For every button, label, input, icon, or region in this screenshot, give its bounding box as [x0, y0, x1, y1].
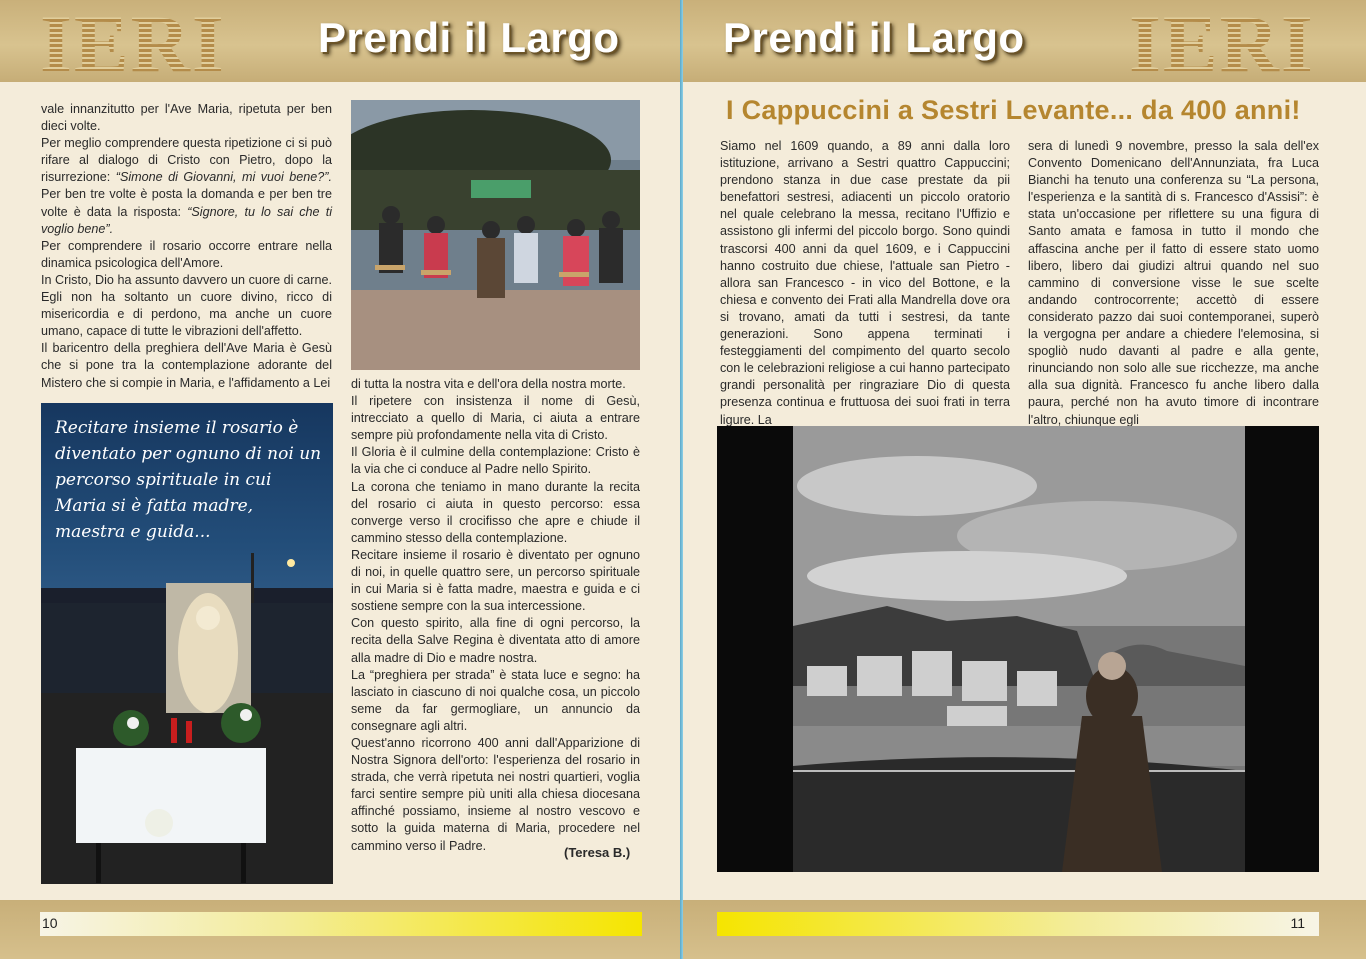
left-column-2: [351, 376, 640, 855]
paragraph: di tutta la nostra vita e dell'ora della nostra morte.: [351, 377, 626, 391]
right-column-2: [1028, 138, 1319, 429]
sestri-levante-photo: [717, 426, 1319, 872]
quote-text: Recitare insieme il rosario è diventato per ognuno di noi un percorso spirituale in cui Maria si è fatta madre, maestra e guida...: [55, 418, 322, 542]
paragraph: Con questo spirito, alla fine di ogni percorso, la recita della Salve Regina è diventata atto di amore alla madre di Dio e madre nostra.: [351, 616, 640, 665]
paragraph: sera di lunedì 9 novembre, presso la sala dell'ex Convento Domenicano dell'Annunziata, fra Luca Bianchi ha tenuto una conferenza su “La persona, l'esperienza e la santità di s. Francesco d'Assisi”: è stata un'occasione per riflettere su una figura di Santo amata e famosa in tutto il mondo che affascina anche per il fatto di essere stato uomo libero, libero dai giudizi altrui quando nel suo cammino di conversione visse le sue scelte andando controcorrente; accettò di essere considerato pazzo dai suoi contemporanei, superò la vergogna per andare a chiedere l'elemosina, si spogliò nudo davanti al padre e alla gente, rinunciando non solo alle sue ricchezze, ma anche alla sua dignità. Francesco fu anche libero dalla paura, perché non ha avuto timore di incontrare l'altro, chiunque egli: [1028, 139, 1319, 427]
rosary-gathering-photo: [351, 100, 640, 370]
article-title: I Cappuccini a Sestri Levante... da 400 anni!: [726, 95, 1301, 125]
paragraph: Il ripetere con insistenza il nome di Gesù, intrecciato a quello di Maria, ci aiuta a entrare sempre più profondamente nella vita di Cristo.: [351, 394, 640, 443]
left-column-1: [41, 101, 332, 392]
paragraph: Per meglio comprendere questa ripetizione ci si può rifare al dialogo di Cristo con Pietro, dopo la risurrezione: “Simone di Giovanni, mi vuoi bene?”. Per ben tre volte è posta la domanda e per ben tre volte è data la risposta: “Signore, tu lo sai che ti voglio bene”.: [41, 136, 333, 236]
crowd-photo-illustration: [351, 100, 640, 370]
paragraph: Recitare insieme il rosario è diventato per ognuno di noi, in quelle quattro sere, un percorso spirituale in cui Maria si è fatta madre, maestra e guida e ci sostiene sempre con la sua intercessione.: [351, 547, 640, 614]
paragraph: Siamo nel 1609 quando, a 89 anni dalla loro istituzione, arrivano a Sestri quattro Cappuccini; prendono stanza in due case prestate da pii benefattori sestresi, adiacenti un piccolo oratorio nel quale celebrano la messa, recitano l'Uffizio e assistono gli infermi del piccolo borgo. Sono quindi trascorsi 400 anni da quel 1609, e i Cappuccini hanno costruito due chiese, l'attuale san Pietro - allora san Francesco - in vico del Bottone, e la chiesa e convento dei Frati alla Mandrella dove ora si trovano, amati da tutti i sestresi, da tante generazioni. Sono appena terminati i festeggiamenti del compimento del quarto secolo con le celebrazioni religiose a cui hanno partecipato grandi personalità per ringraziare Dio di questa presenza continua e fruttuosa dei suoi frati in terra ligure. La: [720, 139, 1010, 427]
paragraph: La “preghiera per strada” è stata luce e segno: ha lasciato in ciascuno di noi qualche cosa, un piccolo seme da far germogliare, un annuncio da consegnare agli altri.: [351, 667, 640, 733]
ieri-logo: IERI: [1129, 0, 1315, 89]
paragraph: vale innanzitutto per l'Ave Maria, ripetuta per ben dieci volte.: [41, 102, 332, 134]
right-page: [683, 0, 1366, 959]
quote: “Simone di Giovanni, mi vuoi bene?”.: [115, 170, 333, 185]
paragraph: Il Gloria è il culmine della contemplazione: Cristo è la via che ci conduce al Padre nello Spirito.: [351, 445, 640, 477]
paragraph: Per comprendere il rosario occorre entrare nella dinamica psicologica dell'Amore.: [41, 238, 332, 270]
page-number-bar: [40, 912, 642, 936]
page-number-bar: [717, 912, 1319, 936]
paragraph: Il baricentro della preghiera dell'Ave Maria è Gesù che si pone tra la contemplazione adorante del Mistero che si compie in Maria, e l'affidamento a Lei: [41, 341, 332, 390]
paragraph: In Cristo, Dio ha assunto davvero un cuore di carne. Egli non ha soltanto un cuore divino, ricco di misericordia e di perdono, ma anche un cuore umano, capace di tutte le vibrazioni dell'affetto.: [41, 272, 332, 339]
page-number: 10: [42, 915, 58, 931]
section-title: Prendi il Largo: [723, 14, 1025, 61]
paragraph: Quest'anno ricorrono 400 anni dall'Apparizione di Nostra Signora dell'orto: l'esperienza del rosario in strada, che verrà ripetuta nei nostri quartieri, voglia farci sentire sempre più uniti alla chiesa diocesana affinché possiamo, insieme al nostro vescovo e sotto la guida materna di Maria, procedere nel cammino verso il Padre.: [351, 735, 640, 853]
right-column-1: [720, 138, 1010, 429]
section-title: Prendi il Largo: [318, 14, 620, 61]
bay-and-friar-illustration: [717, 426, 1319, 872]
quote: “Signore, tu lo sai che ti voglio bene”.: [41, 204, 332, 236]
ieri-logo: IERI: [40, 0, 226, 89]
rosary-statue-photo: [41, 403, 333, 884]
paragraph: La corona che teniamo in mano durante la recita del rosario ci aiuta in questo percorso: essa converge verso il crocifisso che apre e chiude il cammino stesso della contemplazione.: [351, 479, 640, 545]
page-number: 11: [1290, 915, 1305, 931]
author-signature: (Teresa B.): [564, 845, 631, 860]
